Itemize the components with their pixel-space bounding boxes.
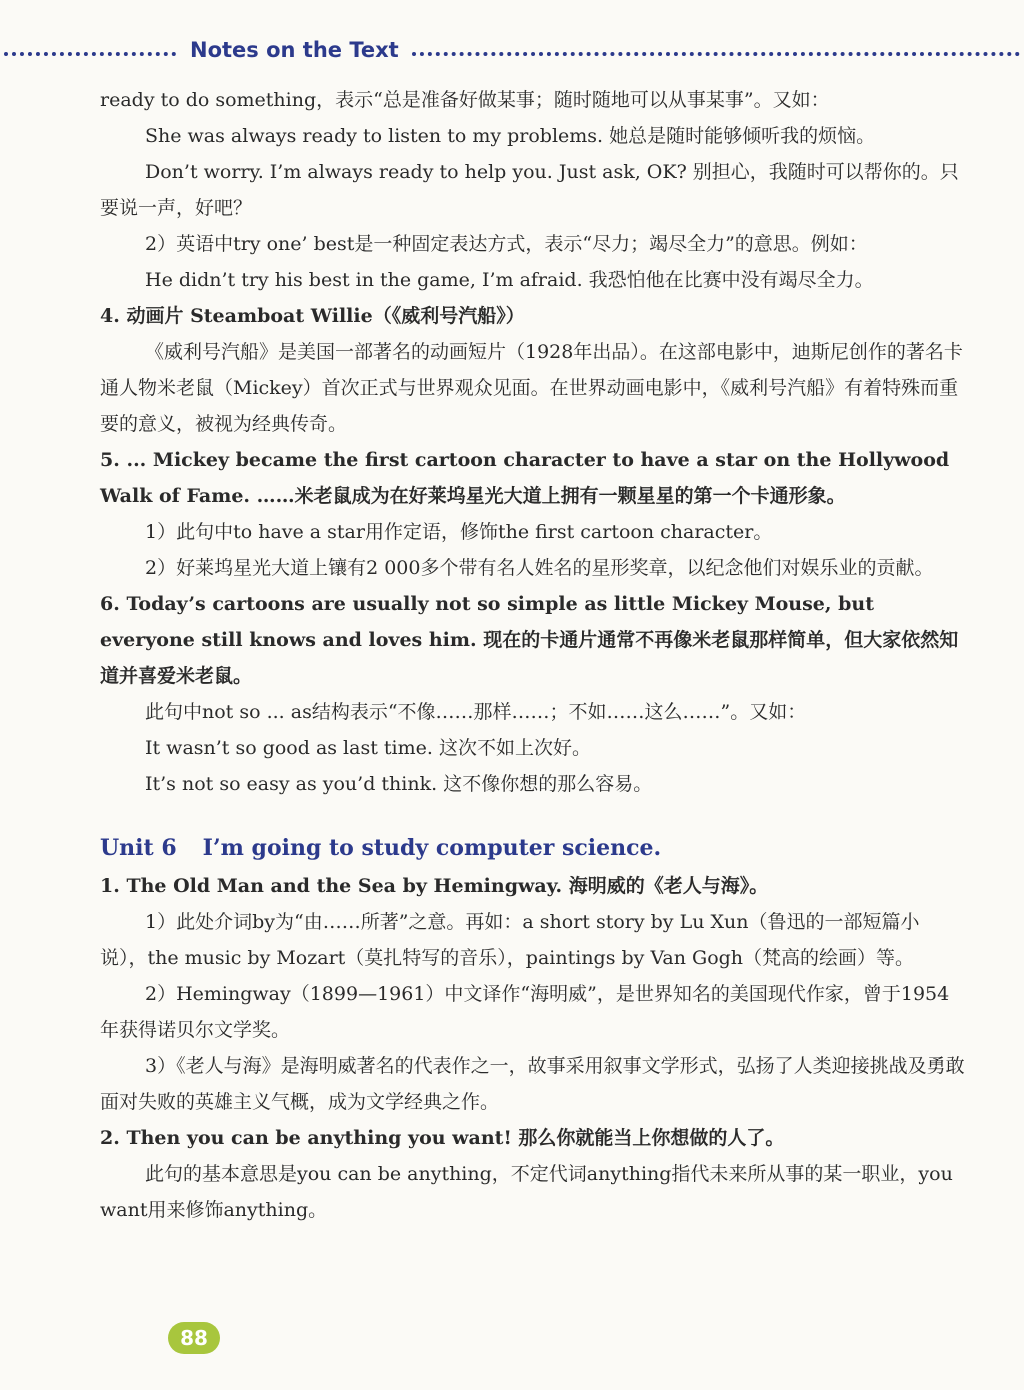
example-sentence: It’s not so easy as you’d think. 这不像你想的那么容易。 — [145, 773, 653, 795]
unit-note-heading-1: 1. The Old Man and the Sea by Hemingway. 海明威的《老人与海》。 — [100, 875, 769, 897]
note-heading-6: 6. Today’s cartoons are usually not so simple as little Mickey Mouse, but everyone still knows and loves him. 现在的卡通片通常不再像米老鼠那样简单，但大家依然知道并喜爱米老鼠。 — [100, 593, 959, 687]
note-body: 此句的基本意思是you can be anything，不定代词anything指代未来所从事的某一职业，you want用来修饰anything。 — [100, 1163, 953, 1221]
example-sentence: He didn’t try his best in the game, I’m afraid. 我恐怕他在比赛中没有竭尽全力。 — [145, 269, 874, 291]
note-body: 此句中not so ... as结构表示“不像……那样……；不如……这么……”。又如： — [145, 701, 807, 723]
note-point: 2）英语中try one’ best是一种固定表达方式，表示“尽力；竭尽全力”的意思。例如： — [145, 233, 868, 255]
page-number: 88 — [168, 1322, 220, 1354]
note-point: 1）此句中to have a star用作定语，修饰the first cartoon character。 — [145, 521, 773, 543]
example-sentence: She was always ready to listen to my problems. 她总是随时能够倾听我的烦恼。 — [145, 125, 876, 147]
unit-note-heading-2: 2. Then you can be anything you want! 那么你就能当上你想做的人了。 — [100, 1127, 785, 1149]
note-point: 2）好莱坞星光大道上镶有2 000多个带有名人姓名的星形奖章，以纪念他们对娱乐业的贡献。 — [145, 557, 934, 579]
text-line: ready to do something，表示“总是准备好做某事；随时随地可以从事某事”。又如： — [100, 89, 830, 111]
page-header — [0, 38, 1024, 68]
example-sentence: It wasn’t so good as last time. 这次不如上次好。 — [145, 737, 591, 759]
header-title: Notes on the Text — [190, 38, 399, 62]
unit-title — [100, 828, 966, 868]
note-point: 3）《老人与海》是海明威著名的代表作之一，故事采用叙事文学形式，弘扬了人类迎接挑战及勇敢面对失败的英雄主义气概，成为文学经典之作。 — [100, 1055, 965, 1113]
note-point: 2）Hemingway（1899—1961）中文译作“海明威”，是世界知名的美国现代作家，曾于1954年获得诺贝尔文学奖。 — [100, 983, 950, 1041]
note-heading-5: 5. ... Mickey became the first cartoon character to have a star on the Hollywood Walk of Fame. ……米老鼠成为在好莱坞星光大道上拥有一颗星星的第一个卡通形象。 — [100, 449, 950, 507]
header-dots-right — [412, 52, 1020, 56]
page-content — [100, 82, 966, 1228]
unit-name: I’m going to study computer science. — [202, 835, 662, 861]
example-sentence: Don’t worry. I’m always ready to help you. Just ask, OK? 别担心，我随时可以帮你的。只要说一声，好吧？ — [100, 161, 959, 219]
note-body: 《威利号汽船》是美国一部著名的动画短片（1928年出品）。在这部电影中，迪斯尼创作的著名卡通人物米老鼠（Mickey）首次正式与世界观众见面。在世界动画电影中，《威利号汽船》有着特殊而重要的意义，被视为经典传奇。 — [100, 341, 963, 435]
header-dots-left — [4, 52, 176, 56]
note-heading-4: 4. 动画片 Steamboat Willie（《威利号汽船》） — [100, 305, 525, 327]
note-point: 1）此处介词by为“由……所著”之意。再如：a short story by Lu Xun（鲁迅的一部短篇小说），the music by Mozart（莫扎特写的音乐），paintings by Van Gogh（梵高的绘画）等。 — [100, 911, 920, 969]
unit-number: Unit 6 — [100, 835, 177, 861]
